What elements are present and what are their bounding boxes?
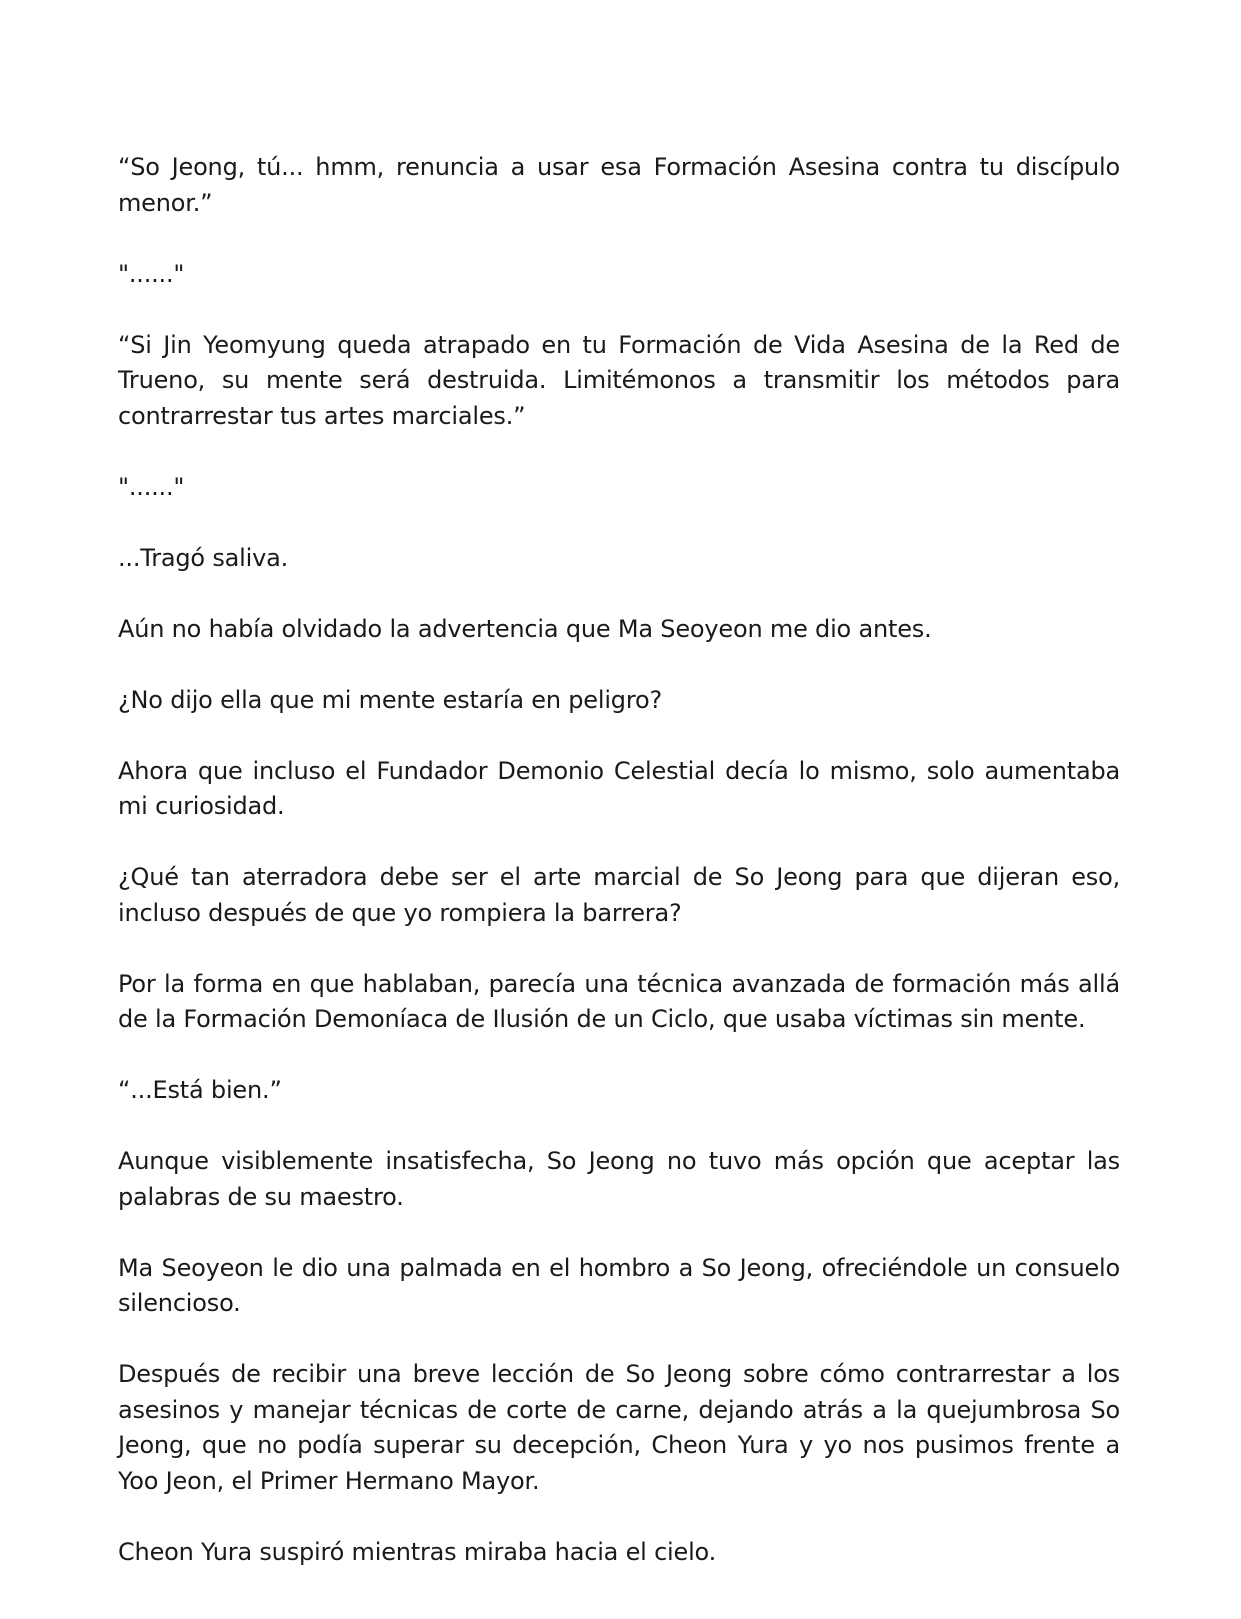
paragraph-accept: Aunque visiblemente insatisfecha, So Jeong no tuvo más opción que aceptar las palabras de su maestro. <box>118 1147 1120 1211</box>
paragraph-dialogue-jin-yeomyung: “Si Jin Yeomyung queda atrapado en tu Formación de Vida Asesina de la Red de Trueno, su mente será destruida. Limitémonos a transmitir los métodos para contrarrestar tus artes marciales.” <box>118 330 1120 430</box>
paragraph-sigh: Cheon Yura suspiró mientras miraba hacia el cielo. <box>118 1537 717 1566</box>
document-body <box>118 150 1120 1570</box>
paragraph-dialogue-fine: “...Está bien.” <box>118 1076 282 1104</box>
paragraph-dialogue-so-jeong: “So Jeong, tú... hmm, renuncia a usar esa Formación Asesina contra tu discípulo menor.” <box>118 153 1120 217</box>
paragraph-question-terrifying: ¿Qué tan aterradora debe ser el arte marcial de So Jeong para que dijeran eso, incluso después de que yo rompiera la barrera? <box>118 863 1120 927</box>
paragraph-consolation: Ma Seoyeon le dio una palmada en el hombro a So Jeong, ofreciéndole un consuelo silencioso. <box>118 1253 1120 1317</box>
paragraph-question-danger: ¿No dijo ella que mi mente estaría en peligro? <box>118 685 662 714</box>
paragraph-formation: Por la forma en que hablaban, parecía una técnica avanzada de formación más allá de la Formación Demoníaca de Ilusión de un Ciclo, que usaba víctimas sin mente. <box>118 969 1120 1033</box>
paragraph-warning: Aún no había olvidado la advertencia que Ma Seoyeon me dio antes. <box>118 614 932 643</box>
paragraph-lesson: Después de recibir una breve lección de So Jeong sobre cómo contrarrestar a los asesinos y manejar técnicas de corte de carne, dejando atrás a la quejumbrosa So Jeong, que no podía superar su decepción, Cheon Yura y yo nos pusimos frente a Yoo Jeon, el Primer Hermano Mayor. <box>118 1360 1120 1495</box>
paragraph-swallowed: ...Tragó saliva. <box>118 543 289 572</box>
paragraph-ellipsis-2: "......" <box>118 472 185 501</box>
paragraph-ellipsis-1: "......" <box>118 259 185 288</box>
paragraph-curiosity: Ahora que incluso el Fundador Demonio Celestial decía lo mismo, solo aumentaba mi curiosidad. <box>118 756 1120 820</box>
